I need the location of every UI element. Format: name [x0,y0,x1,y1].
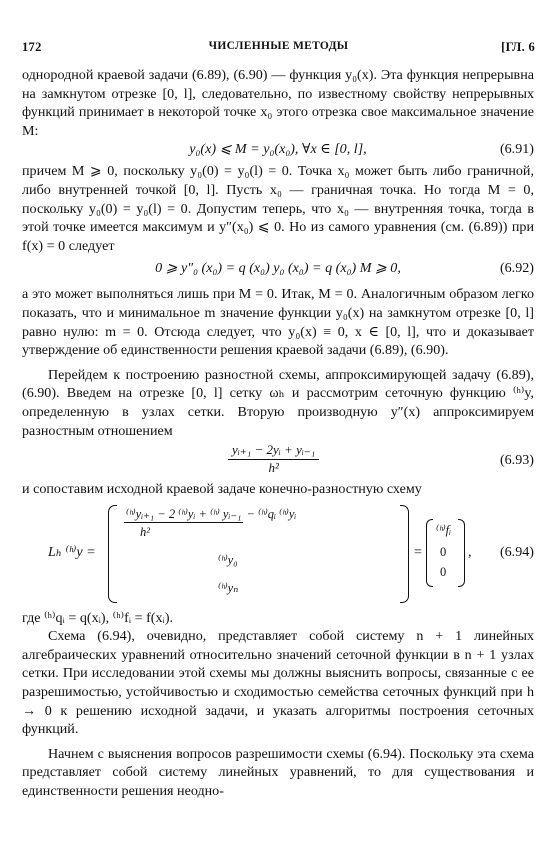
equation-6-94-equals: = [414,543,422,560]
equation-6-93 [22,440,534,480]
equation-6-93-tag: (6.93) [499,452,534,469]
running-header [22,40,535,58]
equation-6-94-row1 [124,505,296,524]
equation-6-93-fraction [228,442,319,476]
equation-6-94-row1-numerator: ⁽ʰ⁾yᵢ₊₁ − 2 ⁽ʰ⁾yᵢ + ⁽ʰ⁾ yᵢ₋₁ [126,506,242,521]
right-brace [400,505,409,603]
page-number: 172 [22,40,42,54]
equation-6-94-vector-2: 0 [440,544,447,559]
equation-6-92 [22,255,534,285]
equation-6-94-row1-denominator: h² [140,524,150,539]
equation-6-93-numerator: yᵢ₊₁ − 2yᵢ + yᵢ₋₁ [228,442,319,460]
paragraph-4: Перейдем к построению разностной схемы, аппроксимирующей задачу (6.89), (6.90). Введем на отрезке [0, l] сетку ωₕ и рассмотрим сеточную функцию ⁽ʰ⁾y, определенную в узлах сетки. Вторую производную y″(x) аппроксимируем разностным отношением [22,366,534,439]
running-title: ЧИСЛЕННЫЕ МЕТОДЫ [208,40,349,52]
vector-left-brace [426,519,433,587]
paragraph-1: однородной краевой задачи (6.89), (6.90) — функция y₀(x). Эта функция непрерывна на замкнутом отрезке [0, l], следовательно, по известному свойству непрерывных функций принимает в некоторой точке x₀ этого отрезка свое максимальное значение M: [22,67,534,139]
vector-right-brace [458,519,465,587]
paragraph-2: причем M ⩾ 0, поскольку y₀(0) = y₀(l) = 0. Точка x₀ может быть либо граничной, либо внутренней точкой [0, l]. Пусть x₀ — граничная точка. Но тогда M = 0, поскольку y₀(0) = y₀(l) = 0. Допустим теперь, что x₀ — внутренняя точка, тогда в этой точке имеется максимум и y″(x₀) ⩽ 0. Но из самого уравнения (см. (6.89)) при f(x) = 0 следует [22,163,534,254]
paragraph-5: и сопоставим исходной краевой задаче конечно-разностную схему [22,481,422,498]
equation-6-91-body: y₀(x) ⩽ M = y₀(x₀), ∀x ∈ [0, l], [189,141,367,158]
chapter-label: [ГЛ. 6 [501,40,535,54]
equation-6-94-comma: , [468,543,472,560]
paragraph-3: а это может выполняться лишь при M = 0. Итак, M = 0. Аналогичным образом легко показать, что и минимальное m значение функции y₀(x) на замкнутом отрезке [0, l] равно нулю: m = 0. Отсюда следует, что y₀(x) ≡ 0, x ∈ [0, l], что и доказывает утверждение об единственности решения краевой задачи (6.89), (6.90). [22,286,534,359]
equation-6-94-tag: (6.94) [499,543,534,560]
left-brace [108,505,117,603]
equation-6-94-vector-3: 0 [440,564,447,579]
paragraph-7: Схема (6.94), очевидно, представляет собой систему n + 1 линейных алгебраических уравнений относительно значений сеточной функции в n + 1 узлах сетки. При исследовании этой схемы мы должны выяснить вопросы, связанные с ее разрешимостью, устойчивостью и сходимостью семейства сеточных функций при h → 0 к решению исходной задачи, и указать алгоритмы построения сеточных функций. [22,628,534,738]
paragraph-8: Начнем с выяснения вопросов разрешимости схемы (6.94). Поскольку эта схема представляет собой систему линейных уравнений, то для существования и единственности решения неодно- [22,745,534,800]
page-body [22,66,534,801]
equation-6-94-row1-tail: − ⁽ʰ⁾qᵢ ⁽ʰ⁾yᵢ [246,506,297,521]
equation-6-94-vector-1: ⁽ʰ⁾fᵢ [436,522,452,537]
equation-6-94-row3: ⁽ʰ⁾yₙ [218,580,239,595]
equation-6-92-tag: (6.92) [499,260,534,277]
equation-6-93-denominator: h² [268,460,279,476]
equation-6-91 [22,140,534,162]
equation-6-94-row2: ⁽ʰ⁾y₀ [218,552,238,567]
equation-6-94-lhs: Lₕ ⁽ʰ⁾y = [48,543,96,560]
equation-6-94 [22,503,534,607]
equation-6-92-body: 0 ⩾ y″₀ (x₀) = q (x₀) y₀ (x₀) = q (x₀) M ⩾ 0, [155,260,401,277]
equation-6-91-tag: (6.91) [499,141,534,158]
paragraph-6: где ⁽ʰ⁾qᵢ = q(xᵢ), ⁽ʰ⁾fᵢ = f(xᵢ). [22,609,174,626]
